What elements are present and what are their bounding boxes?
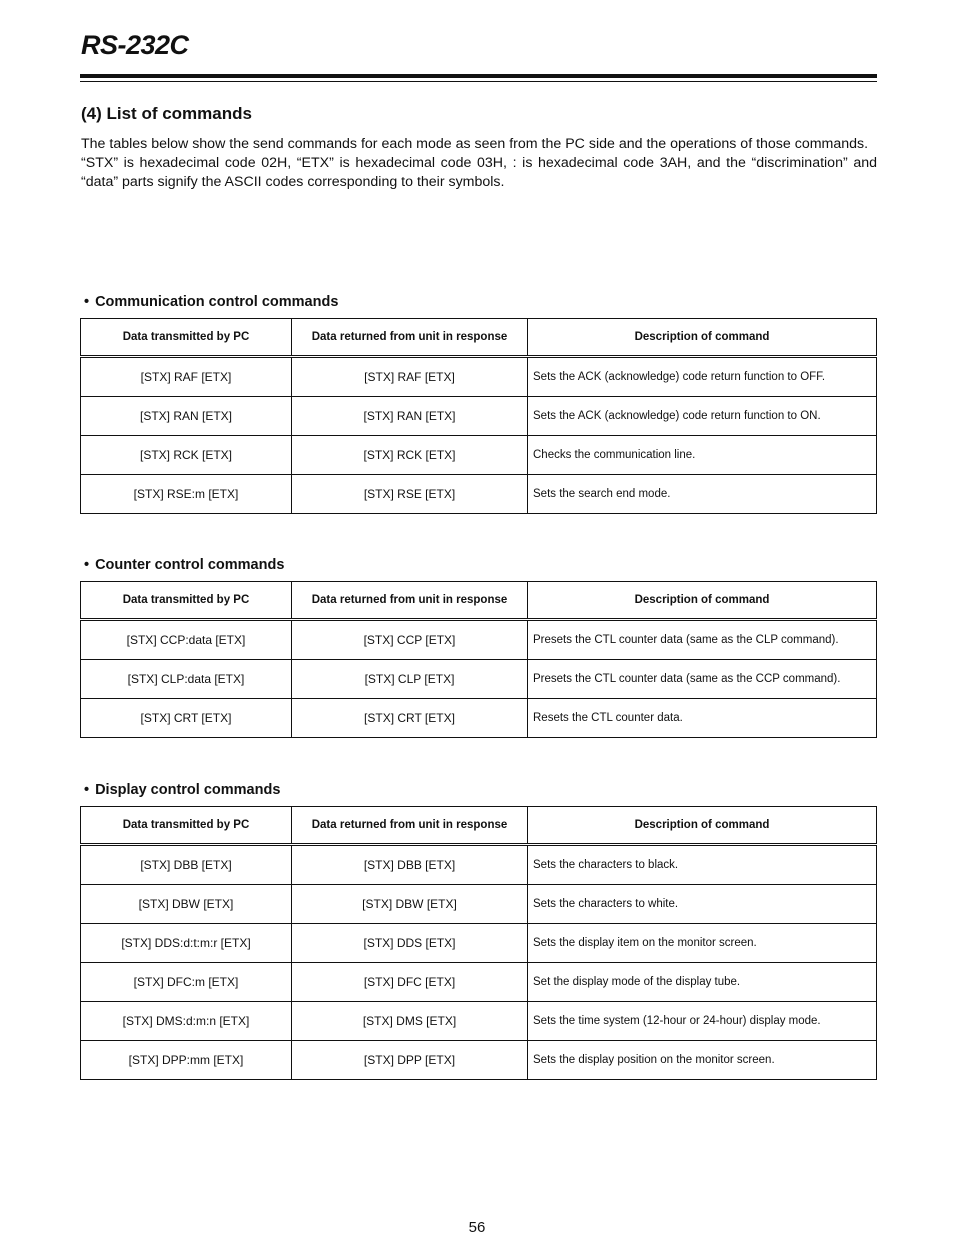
cell-unit: [STX] CCP [ETX] (292, 620, 528, 660)
cell-pc: [STX] RSE:m [ETX] (81, 475, 292, 514)
cell-desc: Sets the ACK (acknowledge) code return function to ON. (528, 397, 877, 436)
column-header-unit: Data returned from unit in response (292, 319, 528, 357)
column-header-unit: Data returned from unit in response (292, 807, 528, 845)
table-row (81, 660, 877, 699)
column-header-pc: Data transmitted by PC (81, 319, 292, 357)
display-table (80, 806, 877, 1080)
cell-pc: [STX] DMS:d:m:n [ETX] (81, 1002, 292, 1041)
intro-text (81, 135, 877, 192)
table-row (81, 885, 877, 924)
table-row (81, 963, 877, 1002)
column-header-unit: Data returned from unit in response (292, 582, 528, 620)
table-header-row (81, 319, 877, 357)
cell-pc: [STX] CRT [ETX] (81, 699, 292, 738)
cell-unit: [STX] DPP [ETX] (292, 1041, 528, 1080)
bullet-icon: • (84, 294, 90, 310)
cell-desc: Sets the characters to white. (528, 885, 877, 924)
table-row (81, 475, 877, 514)
page-header-title: RS-232C (81, 30, 189, 60)
cell-unit: [STX] RCK [ETX] (292, 436, 528, 475)
cell-unit: [STX] CLP [ETX] (292, 660, 528, 699)
table-row (81, 1041, 877, 1080)
cell-desc: Set the display mode of the display tube. (528, 963, 877, 1002)
bullet-icon: • (84, 782, 90, 798)
table-row (81, 699, 877, 738)
cell-desc: Presets the CTL counter data (same as the CCP command). (528, 660, 877, 699)
communication-heading (84, 294, 338, 310)
cell-desc: Sets the display item on the monitor screen. (528, 924, 877, 963)
cell-unit: [STX] DBW [ETX] (292, 885, 528, 924)
page-number: 56 (468, 1219, 486, 1236)
counter-heading-label: Counter control commands (95, 557, 285, 573)
column-header-pc: Data transmitted by PC (81, 807, 292, 845)
table-row (81, 1002, 877, 1041)
cell-desc: Sets the search end mode. (528, 475, 877, 514)
cell-pc: [STX] CCP:data [ETX] (81, 620, 292, 660)
cell-pc: [STX] RAF [ETX] (81, 357, 292, 397)
cell-desc: Checks the communication line. (528, 436, 877, 475)
display-heading (84, 782, 280, 798)
header-rule-thin (80, 81, 877, 82)
cell-pc: [STX] RCK [ETX] (81, 436, 292, 475)
display-heading-label: Display control commands (95, 782, 281, 798)
table-row (81, 436, 877, 475)
cell-unit: [STX] DDS [ETX] (292, 924, 528, 963)
bullet-icon: • (84, 557, 90, 573)
cell-unit: [STX] RSE [ETX] (292, 475, 528, 514)
cell-pc: [STX] RAN [ETX] (81, 397, 292, 436)
cell-unit: [STX] RAN [ETX] (292, 397, 528, 436)
table-row (81, 357, 877, 397)
cell-desc: Sets the characters to black. (528, 845, 877, 885)
table-row (81, 845, 877, 885)
counter-heading (84, 557, 284, 573)
column-header-desc: Description of command (528, 807, 877, 845)
section-heading: (4) List of commands (81, 104, 252, 123)
cell-desc: Resets the CTL counter data. (528, 699, 877, 738)
intro-paragraph-1: The tables below show the send commands for each mode as seen from the PC side and the operations of those commands. (81, 136, 869, 152)
cell-pc: [STX] DBB [ETX] (81, 845, 292, 885)
communication-table (80, 318, 877, 514)
column-header-desc: Description of command (528, 582, 877, 620)
cell-pc: [STX] DPP:mm [ETX] (81, 1041, 292, 1080)
counter-table (80, 581, 877, 738)
cell-unit: [STX] DBB [ETX] (292, 845, 528, 885)
cell-pc: [STX] DBW [ETX] (81, 885, 292, 924)
cell-unit: [STX] CRT [ETX] (292, 699, 528, 738)
cell-pc: [STX] DFC:m [ETX] (81, 963, 292, 1002)
table-row (81, 924, 877, 963)
cell-unit: [STX] DFC [ETX] (292, 963, 528, 1002)
intro-paragraph-2: “STX” is hexadecimal code 02H, “ETX” is hexadecimal code 03H, : is hexadecimal code 3AH, and the “discrimination” and “data” parts signify the ASCII codes corresponding to their symbols. (81, 155, 877, 190)
cell-desc: Sets the time system (12-hour or 24-hour) display mode. (528, 1002, 877, 1041)
column-header-desc: Description of command (528, 319, 877, 357)
table-row (81, 620, 877, 660)
cell-desc: Sets the ACK (acknowledge) code return function to OFF. (528, 357, 877, 397)
communication-heading-label: Communication control commands (95, 294, 339, 310)
table-header-row (81, 807, 877, 845)
header-rule (80, 74, 877, 78)
table-row (81, 397, 877, 436)
cell-desc: Sets the display position on the monitor screen. (528, 1041, 877, 1080)
cell-pc: [STX] DDS:d:t:m:r [ETX] (81, 924, 292, 963)
table-header-row (81, 582, 877, 620)
cell-desc: Presets the CTL counter data (same as the CLP command). (528, 620, 877, 660)
cell-unit: [STX] RAF [ETX] (292, 357, 528, 397)
column-header-pc: Data transmitted by PC (81, 582, 292, 620)
cell-unit: [STX] DMS [ETX] (292, 1002, 528, 1041)
cell-pc: [STX] CLP:data [ETX] (81, 660, 292, 699)
